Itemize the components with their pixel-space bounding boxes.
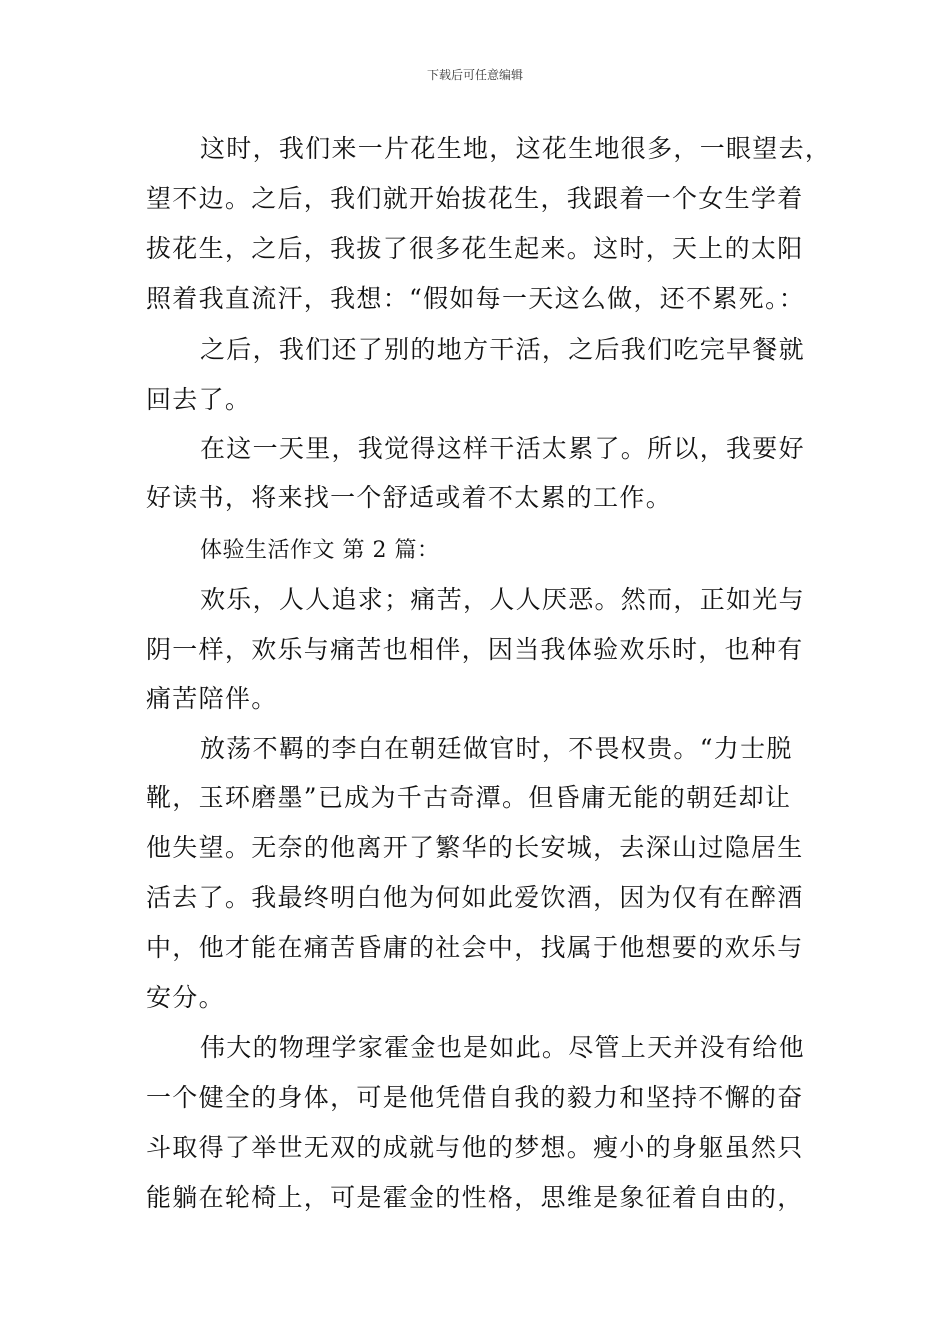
text-line: 安分。 — [146, 983, 225, 1012]
text-line: 照着我直流汗，我想：“假如每一天这么做，还不累死。： — [146, 284, 806, 313]
text-line: 阴一样，欢乐与痛苦也相伴，因当我体验欢乐时，也种有 — [146, 635, 804, 664]
text-line: 望不边。之后，我们就开始拔花生，我跟着一个女生学着 — [146, 184, 804, 213]
text-line: 拔花生，之后，我拔了很多花生起来。这时，天上的太阳 — [146, 234, 804, 263]
text-line: 他失望。无奈的他离开了繁华的长安城，去深山过隐居生 — [146, 833, 804, 862]
text-line: 欢乐，人人追求；痛苦，人人厌恶。然而，正如光与 — [200, 585, 805, 614]
text-line: 活去了。我最终明白他为何如此爱饮酒，因为仅有在醉酒 — [146, 883, 804, 912]
text-line: 回去了。 — [146, 385, 252, 414]
text-line: 痛苦陪伴。 — [146, 684, 278, 713]
text-line: 放荡不羁的李白在朝廷做官时，不畏权贵。“力士脱 — [200, 734, 793, 763]
page-header: 下载后可任意编辑 — [426, 68, 523, 82]
section-heading: 体验生活作文 第 2 篇： — [200, 538, 440, 563]
text-line: 斗取得了举世无双的成就与他的梦想。瘦小的身躯虽然只 — [146, 1133, 804, 1162]
text-line: 能躺在轮椅上，可是霍金的性格，思维是象征着自由的， — [146, 1183, 804, 1212]
text-line: 之后，我们还了别的地方干活，之后我们吃完早餐就 — [200, 335, 805, 364]
text-line: 一个健全的身体，可是他凭借自我的毅力和坚持不懈的奋 — [146, 1083, 804, 1112]
text-line: 在这一天里，我觉得这样干活太累了。所以，我要好 — [200, 434, 805, 463]
text-line: 中，他才能在痛苦昏庸的社会中，找属于他想要的欢乐与 — [146, 933, 804, 962]
text-line: 伟大的物理学家霍金也是如此。尽管上天并没有给他 — [200, 1033, 805, 1062]
text-line: 这时，我们来一片花生地，这花生地很多，一眼望去， — [200, 134, 832, 163]
text-line: 好读书，将来找一个舒适或着不太累的工作。 — [146, 483, 673, 512]
text-line: 靴，玉环磨墨”已成为千古奇潭。但昏庸无能的朝廷却让 — [146, 783, 792, 812]
